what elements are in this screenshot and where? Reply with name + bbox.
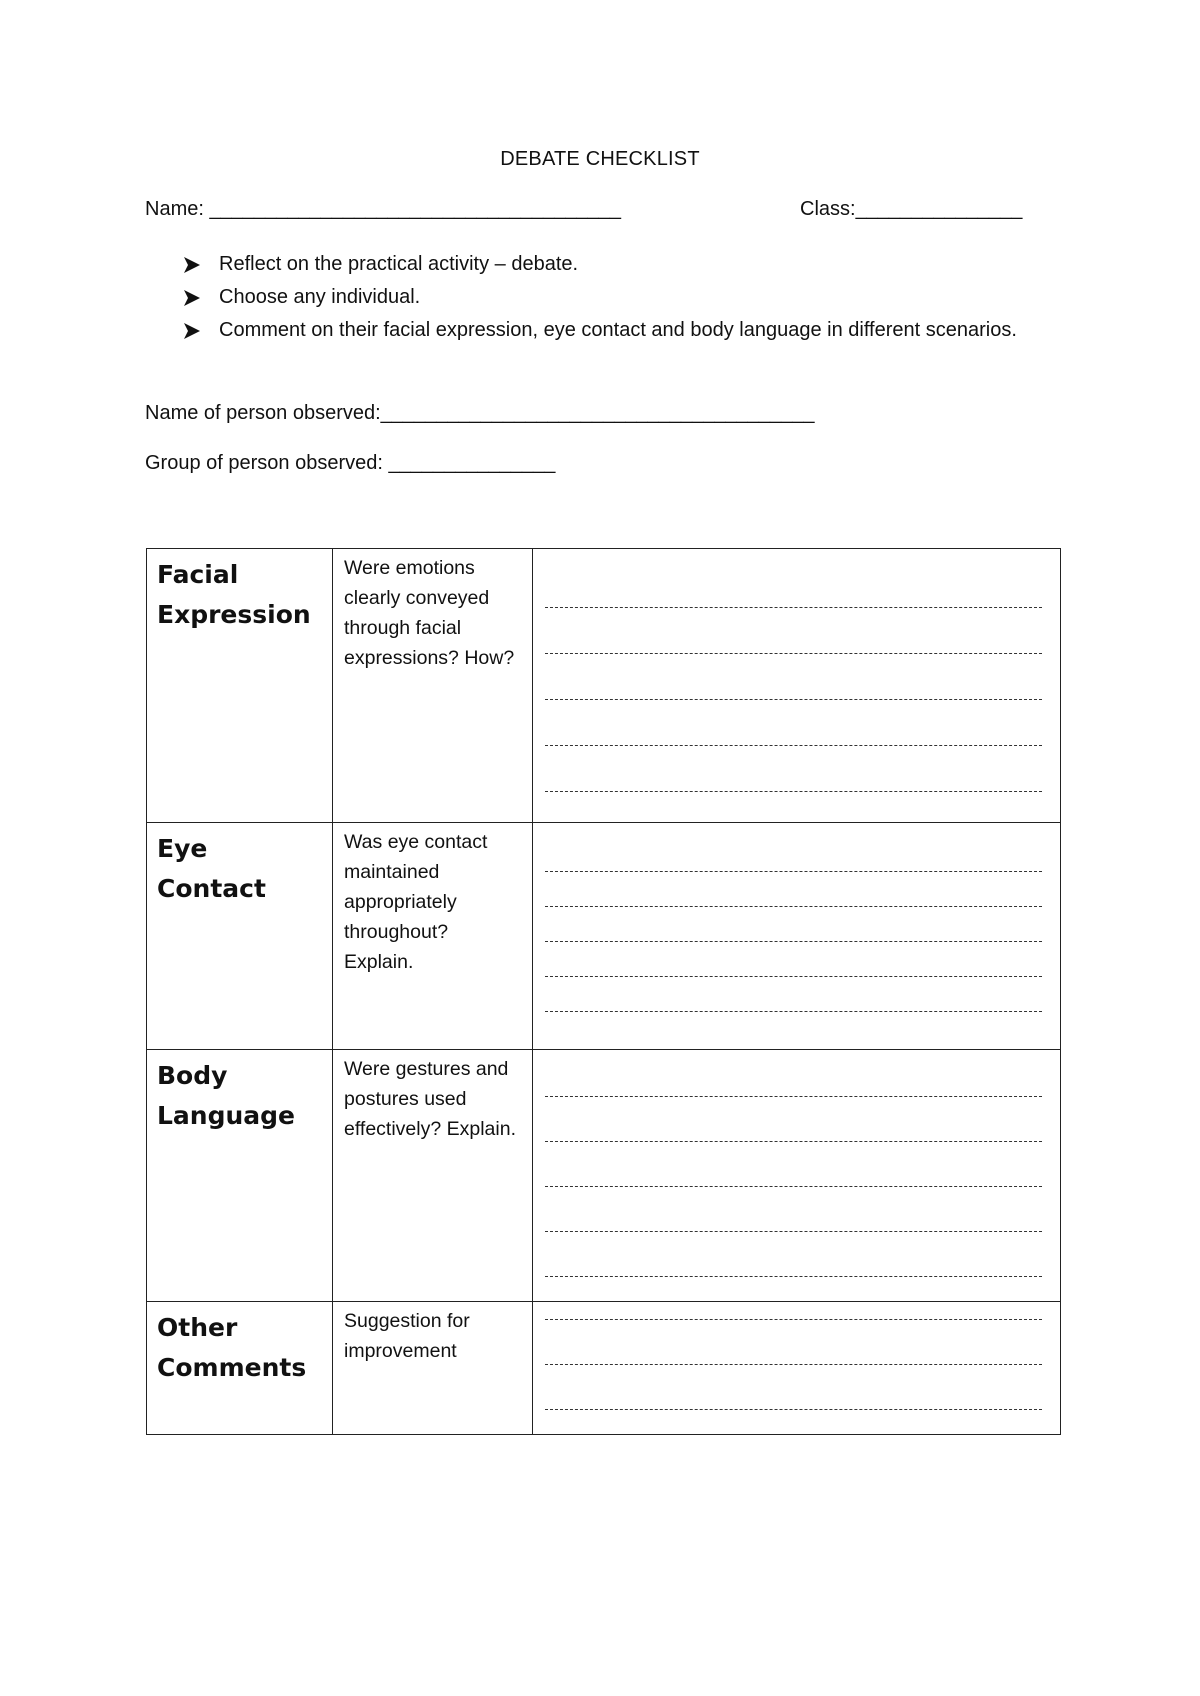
instruction-item xyxy=(183,248,1063,281)
table-row xyxy=(147,1050,1061,1302)
arrow-bullet-icon xyxy=(183,256,201,274)
answer-dashed-line xyxy=(545,607,1042,608)
answer-dashed-line xyxy=(545,1186,1042,1187)
answer-dashed-line xyxy=(545,1231,1042,1232)
answer-dashed-line xyxy=(545,699,1042,700)
answer-cell[interactable] xyxy=(533,549,1061,823)
table-row xyxy=(147,1302,1061,1435)
instruction-list xyxy=(183,248,1063,347)
question-text: Was eye contact maintained appropriately throughout? Explain. xyxy=(344,831,488,973)
category-cell xyxy=(147,823,333,1050)
answer-dashed-line xyxy=(545,653,1042,654)
answer-dashed-line xyxy=(545,906,1042,907)
answer-dashed-line xyxy=(545,1011,1042,1012)
instruction-text: Comment on their facial expression, eye contact and body language in different scenarios. xyxy=(219,319,1017,341)
question-text: Were gestures and postures used effectively? Explain. xyxy=(344,1058,516,1140)
answer-dashed-line xyxy=(545,1409,1042,1410)
answer-dashed-line xyxy=(545,941,1042,942)
class-field[interactable]: Class:_______________ xyxy=(800,198,1023,220)
answer-dashed-line xyxy=(545,976,1042,977)
question-cell xyxy=(333,823,533,1050)
answer-area[interactable] xyxy=(533,607,1060,792)
checklist-table xyxy=(146,548,1061,1435)
instruction-text: Choose any individual. xyxy=(219,286,421,308)
table-row xyxy=(147,549,1061,823)
question-cell xyxy=(333,1302,533,1435)
answer-area[interactable] xyxy=(533,871,1060,1012)
category-cell xyxy=(147,1050,333,1302)
answer-dashed-line xyxy=(545,791,1042,792)
category-label: Facial Expression xyxy=(157,560,311,629)
answer-dashed-line xyxy=(545,745,1042,746)
category-cell xyxy=(147,1302,333,1435)
arrow-bullet-icon xyxy=(183,322,201,340)
answer-cell[interactable] xyxy=(533,1050,1061,1302)
question-cell xyxy=(333,549,533,823)
answer-dashed-line xyxy=(545,871,1042,872)
table-row xyxy=(147,823,1061,1050)
arrow-bullet-icon xyxy=(183,289,201,307)
question-text: Suggestion for improvement xyxy=(344,1310,470,1362)
instruction-item xyxy=(183,314,1063,347)
page-title: DEBATE CHECKLIST xyxy=(500,148,700,170)
category-label: Body Language xyxy=(157,1061,296,1130)
answer-dashed-line xyxy=(545,1141,1042,1142)
answer-area[interactable] xyxy=(533,1319,1060,1410)
category-label: Eye Contact xyxy=(157,834,266,903)
answer-dashed-line xyxy=(545,1096,1042,1097)
answer-cell[interactable] xyxy=(533,823,1061,1050)
answer-dashed-line xyxy=(545,1364,1042,1365)
observed-person-group-field[interactable]: Group of person observed: _______________ xyxy=(145,452,556,474)
observed-person-name-field[interactable]: Name of person observed:_______________________________________ xyxy=(145,402,815,424)
instruction-item xyxy=(183,281,1063,314)
instruction-text: Reflect on the practical activity – debate. xyxy=(219,253,579,275)
category-cell xyxy=(147,549,333,823)
student-name-field[interactable]: Name: _____________________________________ xyxy=(145,198,622,220)
answer-cell[interactable] xyxy=(533,1302,1061,1435)
answer-area[interactable] xyxy=(533,1096,1060,1277)
answer-dashed-line xyxy=(545,1319,1042,1320)
question-cell xyxy=(333,1050,533,1302)
answer-dashed-line xyxy=(545,1276,1042,1277)
question-text: Were emotions clearly conveyed through facial expressions? How? xyxy=(344,557,515,669)
category-label: Other Comments xyxy=(157,1313,307,1382)
